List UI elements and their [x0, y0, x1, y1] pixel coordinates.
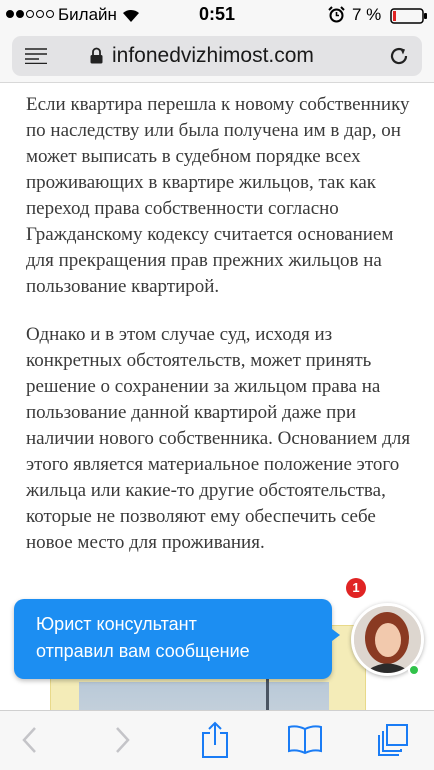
article-paragraph-1: Если квартира перешла к новому собственнику по наследству или была получена им в дар, он может выписать в судебном порядке всех проживающих в квартире жильцов, так как переход права собственности согласно Гражданскому кодексу считается основанием для прекращения прав прежних жильцов на пользование квартирой. [26, 94, 410, 297]
chat-message-bubble[interactable] [14, 599, 332, 679]
article-paragraph-2: Однако и в этом случае суд, исходя из конкретных обстоятельств, может принять решение о сохранении за жильцом права на пользование данной квартирой даже при наличии нового собственника. Основанием для этого является материальное положение этого жильца или какие-то другие обстоятельства, которые не позволяют ему обеспечить себе новое место для проживания. [26, 324, 411, 553]
bookmarks-icon[interactable] [287, 723, 323, 755]
status-bar [0, 0, 434, 30]
lock-icon [90, 47, 103, 64]
article-body [26, 92, 416, 578]
chat-message-line1: Юрист консультант [36, 614, 197, 634]
share-icon[interactable] [200, 721, 230, 759]
reader-view-icon[interactable] [25, 48, 47, 64]
battery-icon [390, 8, 428, 24]
alarm-icon [328, 6, 345, 23]
chat-bubble-tail [328, 626, 340, 644]
tabs-icon[interactable] [377, 723, 409, 757]
url-text[interactable]: infonedvizhimost.com [112, 44, 314, 67]
unread-count-badge: 1 [346, 578, 366, 598]
reload-icon[interactable] [388, 45, 410, 67]
browser-toolbar [0, 710, 434, 770]
browser-address-area [0, 30, 434, 83]
consultant-photo-icon [354, 606, 421, 673]
address-field[interactable] [12, 36, 422, 76]
chat-message-line2: отправил вам сообщение [36, 641, 250, 661]
forward-icon[interactable] [112, 725, 132, 755]
battery-percent: 7 % [352, 5, 382, 24]
online-status-dot [408, 664, 420, 676]
back-icon[interactable] [20, 725, 40, 755]
status-time: 0:51 [198, 4, 236, 24]
carrier-name: Билайн [58, 5, 117, 24]
